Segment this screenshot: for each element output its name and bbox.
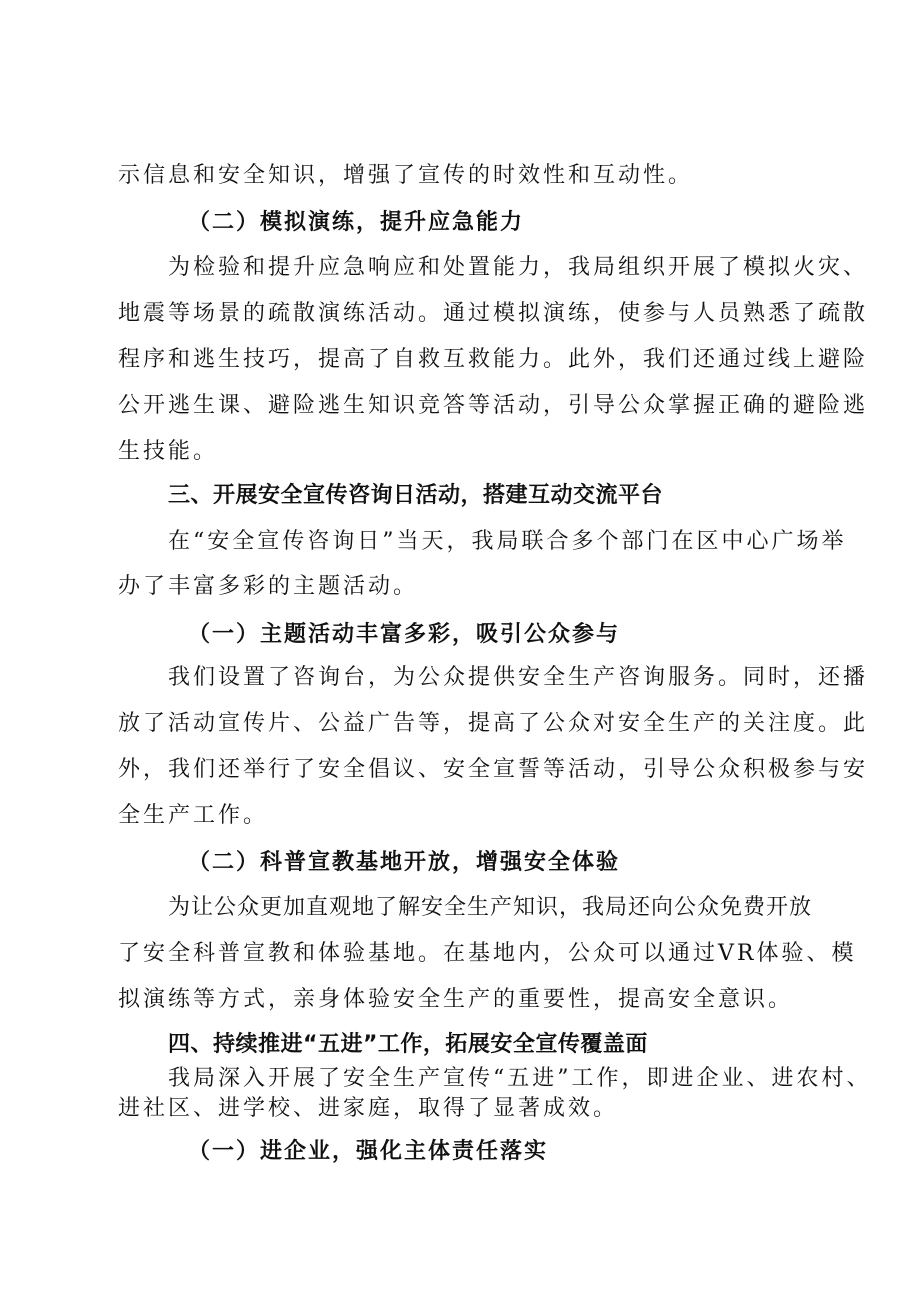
- section-subheading: （一）主题活动丰富多彩，吸引公众参与: [188, 621, 621, 647]
- body-text-line: 拟演练等方式，亲身体验安全生产的重要性，提高安全意识。: [118, 987, 794, 1012]
- section-heading: 三、开展安全宣传咨询日活动，搭建互动交流平台: [168, 483, 664, 508]
- body-text-line: 办了丰富多彩的主题活动。: [118, 574, 419, 599]
- body-text-line: 了安全科普宣教和体验基地。在基地内，公众可以通过VR体验、模: [118, 941, 857, 966]
- body-text-line: 程序和逃生技巧，提高了自救互救能力。此外，我们还通过线上避险: [118, 347, 869, 372]
- body-text-line: 为让公众更加直观地了解安全生产知识，我局还向公众免费开放: [168, 895, 813, 920]
- body-text-line: 我局深入开展了安全生产宣传“五进”工作，即进企业、进农村、: [168, 1066, 872, 1091]
- body-text-line: 我们设置了咨询台，为公众提供安全生产咨询服务。同时，还播: [168, 665, 869, 690]
- body-text-line: 示信息和安全知识，增强了宣传的时效性和互动性。: [118, 163, 694, 188]
- body-text-line: 外，我们还举行了安全倡议、安全宣誓等活动，引导公众积极参与安: [118, 757, 869, 782]
- body-text-line: 在“安全宣传咨询日”当天，我局联合多个部门在区中心广场举: [168, 529, 847, 554]
- body-text-line: 进社区、进学校、进家庭，取得了显著成效。: [118, 1096, 619, 1121]
- section-subheading: （二）模拟演练，提升应急能力: [188, 209, 525, 235]
- body-text-line: 公开逃生课、避险逃生知识竞答等活动，引导公众掌握正确的避险逃: [118, 393, 869, 418]
- section-heading: 四、持续推进“五进”工作，拓展安全宣传覆盖面: [168, 1032, 648, 1057]
- body-text-line: 为检验和提升应急响应和处置能力，我局组织开展了模拟火灾、: [168, 255, 869, 280]
- body-text-line: 全生产工作。: [118, 803, 269, 828]
- section-subheading: （一）进企业，强化主体责任落实: [188, 1138, 549, 1164]
- section-subheading: （二）科普宣教基地开放，增强安全体验: [188, 849, 621, 875]
- body-text-line: 地震等场景的疏散演练活动。通过模拟演练，使参与人员熟悉了疏散: [118, 301, 869, 326]
- body-text-line: 生技能。: [118, 439, 219, 464]
- body-text-line: 放了活动宣传片、公益广告等，提高了公众对安全生产的关注度。此: [118, 711, 869, 736]
